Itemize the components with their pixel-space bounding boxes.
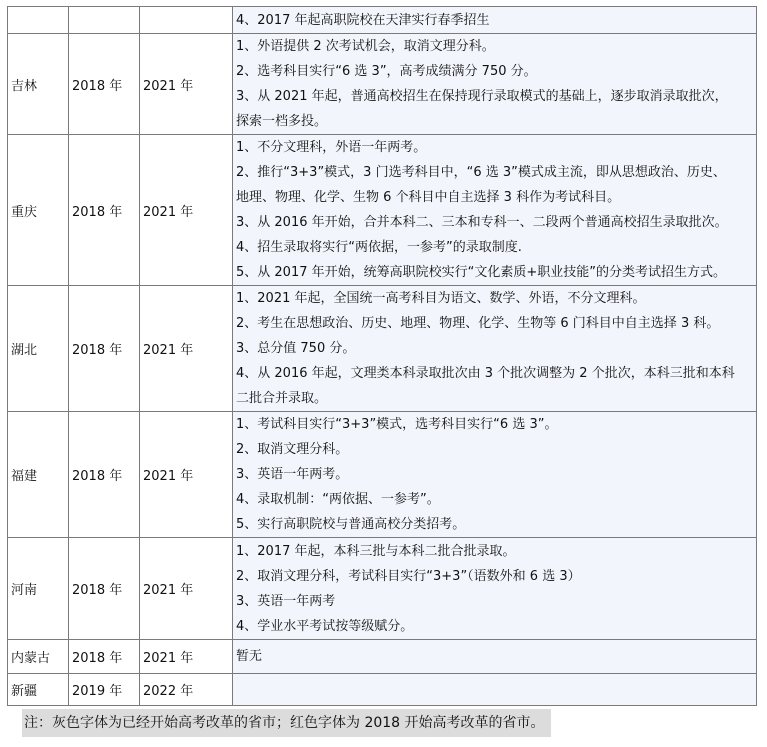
province-cell: 吉林 [8,34,69,135]
reform-item: 地理、物理、化学、生物 6 个科目中自主选择 3 科作为考试科目。 [236,190,621,205]
start-year-cell: 2018 年 [69,286,140,412]
province-cell: 重庆 [8,135,69,286]
start-year-cell: 2018 年 [69,640,140,674]
start-year-cell: 2018 年 [69,34,140,135]
table-row [8,7,757,34]
end-year-cell: 2021 年 [140,34,233,135]
reform-item: 3、英语一年两考。 [236,467,349,482]
province-cell: 内蒙古 [8,640,69,674]
start-year-cell: 2018 年 [69,412,140,538]
end-year-cell: 2021 年 [140,286,233,412]
reform-item: 二批合并录取。 [236,391,328,406]
reform-item: 探索一档多投。 [236,114,328,129]
start-year-cell: 2019 年 [69,674,140,706]
table-row [8,640,757,674]
table-row [8,412,757,538]
reform-item: 2、考生在思想政治、历史、地理、物理、化学、生物等 6 门科目中自主选择 3 科。 [236,316,720,331]
reform-item: 1、2017 年起，本科三批与本科二批合批录取。 [236,543,516,559]
reform-description-cell [233,412,757,538]
table-row [8,674,757,706]
end-year-cell: 2021 年 [140,412,233,538]
reform-item: 4、录取机制：“两依据、一参考”。 [236,492,440,507]
reform-description-cell [233,640,757,674]
reform-item: 3、总分值 750 分。 [236,341,356,356]
end-year-cell [140,7,233,34]
start-year-cell: 2018 年 [69,538,140,640]
end-year-cell: 2022 年 [140,674,233,706]
reform-description-cell [233,34,757,135]
reform-item: 2、取消文理分科，考试科目实行“3+3”（语数外和 6 选 3） [236,568,581,584]
reform-item: 1、2021 年起，全国统一高考科目为语文、数学、外语，不分文理科。 [236,291,646,306]
province-cell: 河南 [8,538,69,640]
table-row [8,135,757,286]
end-year-cell: 2021 年 [140,538,233,640]
table-row [8,286,757,412]
reform-table [7,6,757,706]
reform-item: 4、学业水平考试按等级赋分。 [236,618,414,634]
province-cell: 湖北 [8,286,69,412]
reform-item: 1、外语提供 2 次考试机会，取消文理分科。 [236,39,495,54]
end-year-cell: 2021 年 [140,135,233,286]
reform-description-cell [233,674,757,706]
reform-item: 5、从 2017 年开始，统筹高职院校实行“文化素质+职业技能”的分类考试招生方式。 [236,265,726,280]
start-year-cell: 2018 年 [69,135,140,286]
reform-item: 4、2017 年起高职院校在天津实行春季招生 [236,12,490,28]
reform-description-cell [233,135,757,286]
reform-description-cell [233,538,757,640]
table-row [8,34,757,135]
reform-item: 3、英语一年两考 [236,593,336,609]
table-row [8,538,757,640]
reform-item: 2、选考科目实行“6 选 3”，高考成绩满分 750 分。 [236,64,537,79]
start-year-cell [69,7,140,34]
reform-item: 1、考试科目实行“3+3”模式，选考科目实行“6 选 3”。 [236,417,558,432]
reform-description-cell [233,286,757,412]
reform-table-body [8,7,757,706]
reform-item: 3、从 2021 年起，普通高校招生在保持现行录取模式的基础上，逐步取消录取批次， [236,89,728,104]
reform-description-cell [233,7,757,34]
reform-item: 3、从 2016 年开始，合并本科二、三本和专科一、二段两个普通高校招生录取批次。 [236,215,728,230]
reform-item: 2、取消文理分科。 [236,442,349,457]
end-year-cell: 2021 年 [140,640,233,674]
reform-item: 4、从 2016 年起，文理类本科录取批次由 3 个批次调整为 2 个批次，本科三批和本科 [236,366,735,381]
reform-item: 暂无 [236,649,263,664]
province-cell: 福建 [8,412,69,538]
reform-item: 5、实行高职院校与普通高校分类招考。 [236,517,466,532]
footnote: 注：灰色字体为已经开始高考改革的省市；红色字体为 2018 开始高考改革的省市。 [22,709,551,737]
province-cell [8,7,69,34]
reform-item: 4、招生录取将实行“两依据，一参考”的录取制度. [236,240,522,255]
reform-item: 1、不分文理科，外语一年两考。 [236,140,427,155]
reform-item: 2、推行“3+3”模式，3 门选考科目中，“6 选 3”模式成主流，即从思想政治、历史、 [236,165,726,180]
province-cell: 新疆 [8,674,69,706]
